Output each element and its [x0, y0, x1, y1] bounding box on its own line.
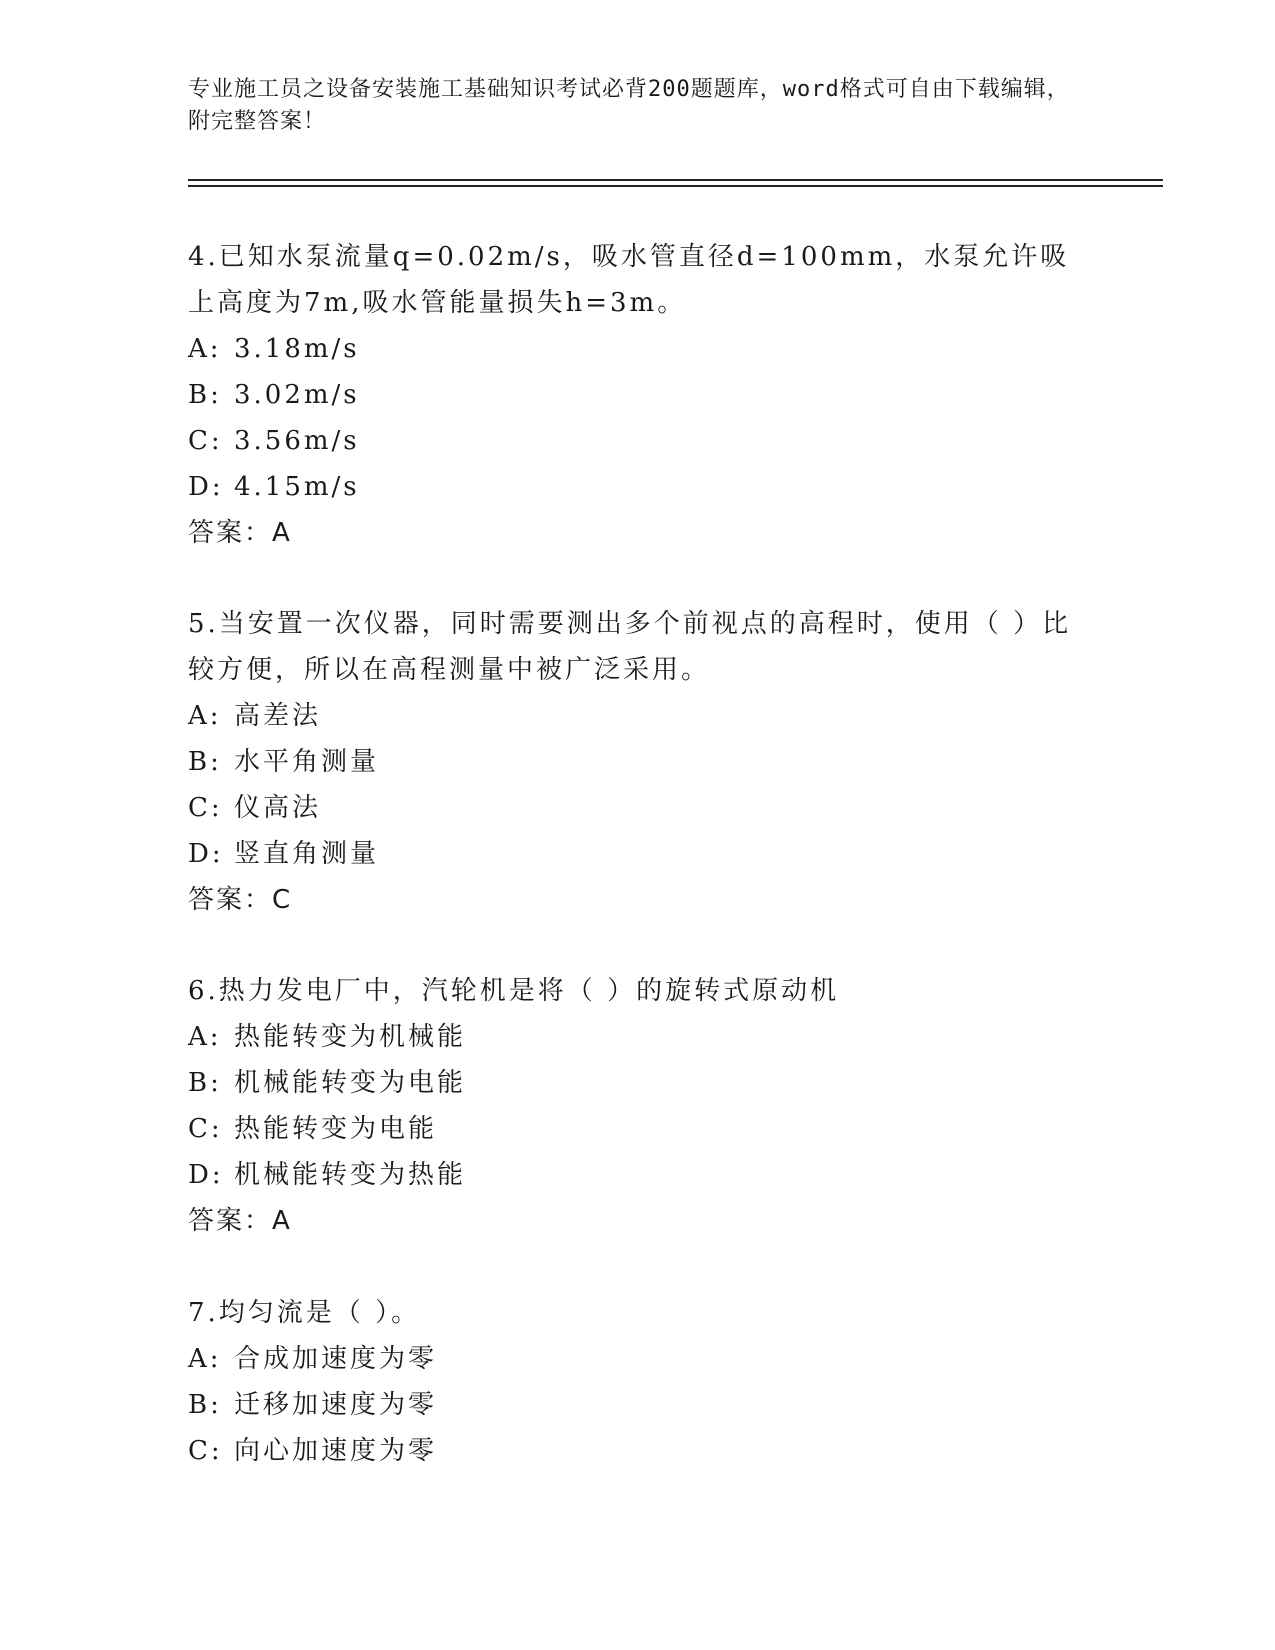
- option-c: [188, 1428, 1088, 1474]
- option-text: 热能转变为机械能: [234, 1022, 467, 1052]
- option-letter: B:: [188, 1390, 222, 1420]
- question-6: [188, 968, 1088, 1244]
- option-text: 热能转变为电能: [234, 1114, 438, 1144]
- option-letter: A:: [188, 1022, 222, 1052]
- option-text: 3.56m/s: [234, 426, 360, 456]
- option-letter: D:: [188, 1160, 224, 1190]
- option-text: 3.02m/s: [234, 380, 360, 410]
- option-letter: A:: [188, 1344, 222, 1374]
- option-a: [188, 693, 1088, 739]
- option-a: [188, 326, 1088, 372]
- option-c: [188, 1106, 1088, 1152]
- question-stem: 7.均匀流是（ ）。: [188, 1298, 421, 1328]
- document-header-title: 专业施工员之设备安装施工基础知识考试必背200题题库，word格式可自由下载编辑，附完整答案！: [188, 77, 1070, 134]
- answer-line: 答案：C: [188, 885, 293, 915]
- option-a: [188, 1336, 1088, 1382]
- option-text: 4.15m/s: [234, 472, 360, 502]
- option-text: 高差法: [234, 701, 322, 731]
- option-b: [188, 739, 1088, 785]
- option-text: 水平角测量: [234, 747, 380, 777]
- answer-line: 答案：A: [188, 518, 292, 548]
- option-text: 向心加速度为零: [234, 1436, 438, 1466]
- question-5: [188, 601, 1088, 923]
- option-letter: B:: [188, 747, 222, 777]
- answer-line: 答案：A: [188, 1206, 292, 1236]
- option-d: [188, 831, 1088, 877]
- option-d: [188, 464, 1088, 510]
- option-text: 3.18m/s: [234, 334, 360, 364]
- option-text: 仪高法: [234, 793, 322, 823]
- question-7: [188, 1290, 1088, 1474]
- option-b: [188, 372, 1088, 418]
- question-4: [188, 234, 1088, 556]
- option-letter: D:: [188, 472, 224, 502]
- option-b: [188, 1382, 1088, 1428]
- question-stem: 4.已知水泵流量q=0.02m/s，吸水管直径d=100mm，水泵允许吸上高度为7m,吸水管能量损失h=3m。: [188, 242, 1070, 318]
- header-divider-bottom: [188, 185, 1163, 187]
- option-c: [188, 785, 1088, 831]
- option-letter: C:: [188, 1436, 223, 1466]
- option-letter: B:: [188, 1068, 222, 1098]
- option-letter: A:: [188, 701, 222, 731]
- option-text: 合成加速度为零: [234, 1344, 438, 1374]
- option-letter: D:: [188, 839, 224, 869]
- question-stem: 5.当安置一次仪器，同时需要测出多个前视点的高程时，使用（ ）比较方便，所以在高程测量中被广泛采用。: [188, 609, 1072, 685]
- option-a: [188, 1014, 1088, 1060]
- question-stem: 6.热力发电厂中，汽轮机是将（ ）的旋转式原动机: [188, 976, 840, 1006]
- option-letter: C:: [188, 793, 223, 823]
- option-d: [188, 1152, 1088, 1198]
- option-letter: C:: [188, 1114, 223, 1144]
- option-text: 竖直角测量: [234, 839, 380, 869]
- option-text: 迁移加速度为零: [234, 1390, 438, 1420]
- option-b: [188, 1060, 1088, 1106]
- option-letter: A:: [188, 334, 222, 364]
- option-c: [188, 418, 1088, 464]
- option-letter: C:: [188, 426, 223, 456]
- option-letter: B:: [188, 380, 222, 410]
- option-text: 机械能转变为电能: [234, 1068, 467, 1098]
- header-divider-top: [188, 179, 1163, 181]
- option-text: 机械能转变为热能: [234, 1160, 467, 1190]
